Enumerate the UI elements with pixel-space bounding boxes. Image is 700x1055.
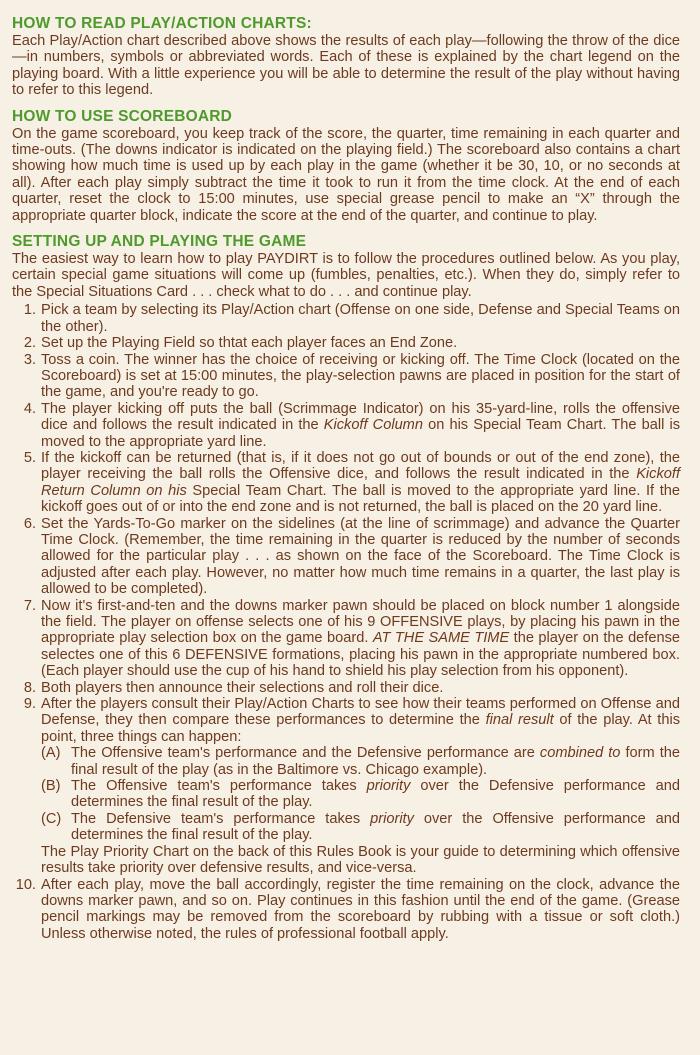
outcome-text: form the final result of the play (as in the Baltimore vs. Chicago example). (71, 745, 680, 778)
step-number: 9. (23, 696, 36, 713)
outcome-item (41, 778, 680, 811)
step-number: 8. (23, 679, 36, 696)
step-text: If the kickoff can be returned (that is, if it does not go out of bounds or out of the end zone), the player receiving the ball rolls the Offensive dice, and follows the result indicated in the (41, 449, 680, 483)
outcome-text: over the Offensive performance and determines the final result of the play. (71, 810, 680, 844)
outcome-text: over the Defensive performance and determines the final result of the play. (71, 778, 680, 811)
outcome-emphasis: priority (366, 778, 411, 795)
outcome-emphasis: combined to (539, 745, 621, 762)
step-item (12, 598, 680, 680)
setup-intro: The easiest way to learn how to play PAYDIRT is to follow the procedures outlined below. As you play, certain special game situations will come up (fumbles, penalties, etc.). When they do, simply refer to the Special Situations Card . . . check what to do . . . and continue play. (12, 251, 680, 300)
section-setup (12, 232, 680, 942)
step-item (12, 516, 680, 598)
step-emphasis: Kickoff Column (323, 417, 423, 434)
read-charts-body: Each Play/Action chart described above shows the results of each play—following the throw of the dice—in numbers, symbols or abbreviated words. Each of these is explained by the chart legend on the playing board. With a little experience you will be able to determine the result of the play without having to refer to this legend. (12, 33, 680, 99)
step-number: 1. (23, 302, 36, 319)
step-text: on his Special Team Chart. The ball is moved to the appropriate yard line. (41, 417, 681, 450)
step-text: Pick a team by selecting its Play/Action chart (Offense on one side, Defense and Special Teams on the other). (41, 302, 680, 335)
step-number: 2. (23, 335, 36, 352)
step-item (12, 450, 680, 516)
step-item (12, 302, 680, 335)
read-charts-heading: HOW TO READ PLAY/ACTION CHARTS: (12, 15, 312, 32)
step-item (12, 352, 680, 401)
step-number: 10. (15, 876, 36, 893)
step-text: Toss a coin. The winner has the choice of receiving or kicking off. The Time Clock (located on the Scoreboard) is set at 15:00 minutes, the play-selection pawns are placed in position for the start of the game, and you're ready to go. (41, 351, 680, 401)
step-text: the player on the defense selectes one of this 6 DEFENSIVE formations, placing his pawn in the appropriate numbered box. (Each player should use the cup of his hand to shield his play selection from his opponent). (41, 630, 681, 680)
step-item (12, 680, 680, 696)
step-text: After the players consult their Play/Action Charts to see how their teams performed on Offense and Defense, they then compare these performances to determine the (41, 696, 680, 729)
step-item (12, 335, 680, 351)
step-text: The player kicking off puts the ball (Scrimmage Indicator) on his 35-yard-line, rolls the offensive dice and follows the result indicated in the (41, 400, 680, 434)
step-text: Set up the Playing Field so thtat each player faces an End Zone. (41, 335, 458, 352)
step-emphasis: final result (485, 712, 554, 729)
outcome-label: (C) (41, 810, 62, 827)
outcome-label: (B) (41, 778, 61, 795)
step-text: Now it's first-and-ten and the downs marker pawn should be placed on block number 1 alongside the field. The player on offense selects one of his 9 OFFENSIVE plays, by placing his pawn in the appropriate play selection box on the game board. (41, 597, 680, 647)
section-read-charts (12, 14, 680, 99)
step-item (12, 696, 680, 876)
section-scoreboard (12, 107, 680, 224)
step-item (12, 401, 680, 450)
step-emphasis: AT THE SAME TIME (372, 630, 510, 647)
steps-list (12, 302, 680, 942)
step-text: Set the Yards-To-Go marker on the sidelines (at the line of scrimmage) and advance the Quarter Time Clock. (Remember, the time remaining in the quarter is reduced by the number of seconds allowed for the particular play . . . as shown on the face of the Scoreboard. The Time Clock is adjusted after each play. However, no matter how much time remains in a quarter, the last play is allowed to be completed). (41, 515, 680, 598)
outcome-text: The Defensive team's performance takes (71, 810, 371, 827)
outcome-text: The Offensive team's performance and the Defensive performance are (71, 745, 540, 762)
step-number: 5. (23, 449, 36, 466)
outcome-list (41, 745, 680, 843)
outcome-item (41, 745, 680, 778)
priority-note: The Play Priority Chart on the back of this Rules Book is your guide to determining which offensive results take priority over defensive results, and vice-versa. (41, 843, 680, 877)
scoreboard-heading: HOW TO USE SCOREBOARD (12, 107, 233, 125)
step-item (12, 877, 680, 943)
step-number: 3. (23, 351, 36, 368)
step-text: After each play, move the ball accordingly, register the time remaining on the clock, advance the downs marker pawn, and so on. Play continues in this fashion until the end of the game. (Grease pencil markings may be removed from the scoreboard by rubbing with a tissue or soft cloth.) Unless otherwise noted, the rules of professional football apply. (41, 876, 680, 942)
outcome-item (41, 811, 680, 844)
step-text: Both players then announce their selections and roll their dice. (41, 679, 444, 696)
outcome-text: The Offensive team's performance takes (71, 778, 367, 795)
setup-heading: SETTING UP AND PLAYING THE GAME (12, 233, 307, 251)
step-number: 6. (23, 515, 36, 532)
step-emphasis: Kickoff Return Column on his (41, 466, 680, 499)
scoreboard-body: On the game scoreboard, you keep track of the score, the quarter, time remaining in each quarter and time-outs. (The downs indicator is indicated on the playing field.) The scoreboard also contains a chart showing how much time is used up by each play in the game (whether it be 30, 10, or no seconds at all). After each play simply subtract the time it took to run it from the time clock. At the end of each quarter, reset the clock to 15:00 minutes, use special grease pencil to make an “X” through the appropriate quarter block, indicate the score at the end of the quarter, and continue to play. (12, 125, 680, 224)
step-text: of the play. At this point, three things can happen: (41, 712, 680, 745)
outcome-label: (A) (41, 745, 61, 762)
outcome-emphasis: priority (370, 810, 414, 827)
step-text: Special Team Chart. The ball is moved to the appropriate yard line. If the kickoff goes out of or into the end zone and is not returned, the ball is placed on the 20 yard line. (41, 482, 680, 516)
step-number: 7. (23, 597, 36, 614)
step-number: 4. (23, 400, 36, 417)
